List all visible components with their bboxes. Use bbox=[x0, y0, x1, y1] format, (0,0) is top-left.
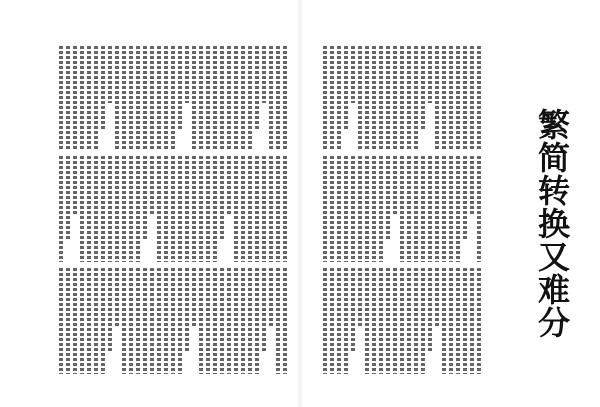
text-line bbox=[414, 46, 418, 150]
text-line bbox=[456, 268, 460, 374]
text-line bbox=[213, 46, 217, 150]
text-line bbox=[122, 268, 126, 374]
text-line bbox=[358, 156, 362, 262]
text-line bbox=[269, 46, 273, 150]
text-line bbox=[248, 156, 252, 262]
text-line bbox=[379, 46, 383, 150]
text-line bbox=[122, 156, 126, 262]
text-line bbox=[185, 156, 189, 262]
text-line bbox=[435, 268, 439, 326]
text-line bbox=[372, 46, 376, 150]
text-line bbox=[227, 268, 231, 374]
text-line bbox=[136, 46, 140, 150]
text-line bbox=[66, 156, 70, 241]
right-page-lower-text-block bbox=[322, 268, 484, 374]
text-line bbox=[164, 268, 168, 374]
text-line bbox=[330, 156, 334, 262]
text-line bbox=[372, 156, 376, 262]
text-line bbox=[234, 46, 238, 150]
text-line bbox=[206, 268, 210, 374]
text-line bbox=[59, 46, 63, 150]
text-line bbox=[463, 156, 467, 241]
text-line bbox=[227, 46, 231, 150]
text-line bbox=[94, 156, 98, 262]
right-page-middle-text-block bbox=[322, 156, 484, 262]
text-line bbox=[143, 46, 147, 150]
text-line bbox=[150, 46, 154, 150]
text-line bbox=[213, 268, 217, 374]
text-line bbox=[400, 156, 404, 262]
text-line bbox=[220, 156, 224, 241]
text-line bbox=[220, 46, 224, 150]
text-line bbox=[192, 268, 196, 326]
text-line bbox=[463, 46, 467, 150]
text-line bbox=[442, 46, 446, 150]
text-line bbox=[185, 46, 189, 103]
text-line bbox=[428, 156, 432, 262]
text-line bbox=[393, 156, 397, 214]
text-line bbox=[435, 46, 439, 150]
text-line bbox=[143, 268, 147, 374]
text-line bbox=[407, 46, 411, 150]
right-page-upper-text-block bbox=[322, 46, 484, 150]
text-line bbox=[192, 46, 196, 150]
text-line bbox=[157, 156, 161, 262]
text-line bbox=[393, 46, 397, 150]
text-line bbox=[393, 268, 397, 374]
text-line bbox=[477, 156, 481, 262]
text-line bbox=[80, 268, 84, 374]
text-line bbox=[150, 268, 154, 374]
text-line bbox=[136, 156, 140, 262]
text-line bbox=[164, 156, 168, 262]
text-line bbox=[66, 268, 70, 374]
text-line bbox=[213, 156, 217, 262]
text-line bbox=[400, 268, 404, 374]
text-line bbox=[421, 268, 425, 374]
text-line bbox=[178, 46, 182, 129]
text-line bbox=[449, 268, 453, 374]
text-line bbox=[157, 268, 161, 374]
text-line bbox=[122, 46, 126, 150]
text-line bbox=[178, 268, 182, 374]
text-line bbox=[344, 156, 348, 262]
text-line bbox=[241, 46, 245, 150]
text-line bbox=[101, 268, 105, 374]
left-page-lower-text-block bbox=[58, 268, 290, 374]
text-line bbox=[379, 268, 383, 374]
text-line bbox=[87, 268, 91, 374]
text-line bbox=[255, 156, 259, 262]
text-line bbox=[199, 156, 203, 262]
text-line bbox=[262, 156, 266, 262]
text-line bbox=[199, 46, 203, 150]
text-line bbox=[157, 46, 161, 150]
text-line bbox=[283, 46, 287, 150]
text-line bbox=[101, 46, 105, 129]
text-line bbox=[456, 46, 460, 150]
text-line bbox=[94, 268, 98, 374]
text-line bbox=[164, 46, 168, 150]
text-line bbox=[400, 46, 404, 150]
text-line bbox=[283, 268, 287, 374]
text-line bbox=[470, 156, 474, 214]
text-line bbox=[80, 46, 84, 150]
text-line bbox=[421, 156, 425, 262]
text-line bbox=[255, 268, 259, 374]
text-line bbox=[365, 268, 369, 374]
text-line bbox=[269, 156, 273, 262]
text-line bbox=[108, 46, 112, 103]
text-line bbox=[372, 268, 376, 374]
text-line bbox=[255, 46, 259, 129]
text-line bbox=[87, 46, 91, 150]
text-line bbox=[449, 46, 453, 150]
text-line bbox=[337, 46, 341, 150]
text-line bbox=[470, 268, 474, 374]
text-line bbox=[115, 268, 119, 326]
text-line bbox=[344, 268, 348, 374]
text-line bbox=[87, 156, 91, 262]
text-line bbox=[365, 46, 369, 150]
text-line bbox=[115, 156, 119, 262]
text-line bbox=[414, 156, 418, 262]
text-line bbox=[129, 156, 133, 262]
text-line bbox=[59, 268, 63, 374]
text-line bbox=[330, 268, 334, 374]
text-line bbox=[477, 46, 481, 150]
text-line bbox=[407, 268, 411, 374]
text-line bbox=[143, 156, 147, 241]
text-line bbox=[358, 46, 362, 150]
text-line bbox=[59, 156, 63, 262]
text-line bbox=[171, 268, 175, 374]
running-head bbox=[14, 10, 164, 24]
page-gutter bbox=[297, 0, 303, 407]
text-line bbox=[435, 156, 439, 262]
text-line bbox=[456, 156, 460, 262]
text-line bbox=[171, 156, 175, 262]
text-line bbox=[323, 156, 327, 262]
text-line bbox=[463, 268, 467, 374]
text-line bbox=[276, 156, 280, 262]
text-line bbox=[337, 268, 341, 374]
text-line bbox=[227, 156, 231, 214]
text-line bbox=[94, 46, 98, 150]
text-line bbox=[330, 46, 334, 150]
text-line bbox=[150, 156, 154, 214]
text-line bbox=[199, 268, 203, 374]
text-line bbox=[351, 156, 355, 262]
text-line bbox=[470, 46, 474, 150]
text-line bbox=[129, 46, 133, 150]
text-line bbox=[234, 156, 238, 262]
text-line bbox=[248, 268, 252, 374]
text-line bbox=[262, 46, 266, 103]
left-page-middle-text-block bbox=[58, 156, 290, 262]
text-line bbox=[269, 268, 273, 326]
text-line bbox=[276, 46, 280, 150]
text-line bbox=[442, 156, 446, 262]
text-line bbox=[344, 46, 348, 129]
text-line bbox=[421, 46, 425, 129]
text-line bbox=[206, 156, 210, 262]
text-line bbox=[241, 268, 245, 374]
article-title: 繁简转换又难分 bbox=[533, 108, 571, 339]
text-line bbox=[80, 156, 84, 262]
text-line bbox=[351, 46, 355, 103]
text-line bbox=[234, 268, 238, 374]
text-line bbox=[351, 268, 355, 353]
text-line bbox=[129, 268, 133, 374]
text-line bbox=[108, 268, 112, 353]
text-line bbox=[178, 156, 182, 262]
text-line bbox=[73, 268, 77, 374]
text-line bbox=[136, 268, 140, 374]
text-line bbox=[108, 156, 112, 262]
text-line bbox=[477, 268, 481, 374]
text-line bbox=[428, 46, 432, 103]
text-line bbox=[73, 156, 77, 214]
text-line bbox=[407, 156, 411, 262]
text-line bbox=[365, 156, 369, 262]
text-line bbox=[386, 46, 390, 150]
text-line bbox=[386, 268, 390, 374]
text-line bbox=[171, 46, 175, 150]
text-line bbox=[220, 268, 224, 374]
text-line bbox=[248, 46, 252, 150]
text-line bbox=[358, 268, 362, 326]
text-line bbox=[449, 156, 453, 262]
text-line bbox=[283, 156, 287, 262]
text-line bbox=[323, 268, 327, 374]
text-line bbox=[241, 156, 245, 262]
text-line bbox=[337, 156, 341, 262]
text-line bbox=[192, 156, 196, 262]
text-line bbox=[73, 46, 77, 150]
text-line bbox=[379, 156, 383, 262]
text-line bbox=[66, 46, 70, 150]
left-page-upper-text-block bbox=[58, 46, 290, 150]
text-line bbox=[276, 268, 280, 374]
text-line bbox=[262, 268, 266, 353]
text-line bbox=[323, 46, 327, 150]
text-line bbox=[206, 46, 210, 150]
text-line bbox=[428, 268, 432, 353]
text-line bbox=[185, 268, 189, 353]
text-line bbox=[101, 156, 105, 262]
text-line bbox=[442, 268, 446, 374]
text-line bbox=[386, 156, 390, 241]
text-line bbox=[414, 268, 418, 374]
text-line bbox=[115, 46, 119, 150]
